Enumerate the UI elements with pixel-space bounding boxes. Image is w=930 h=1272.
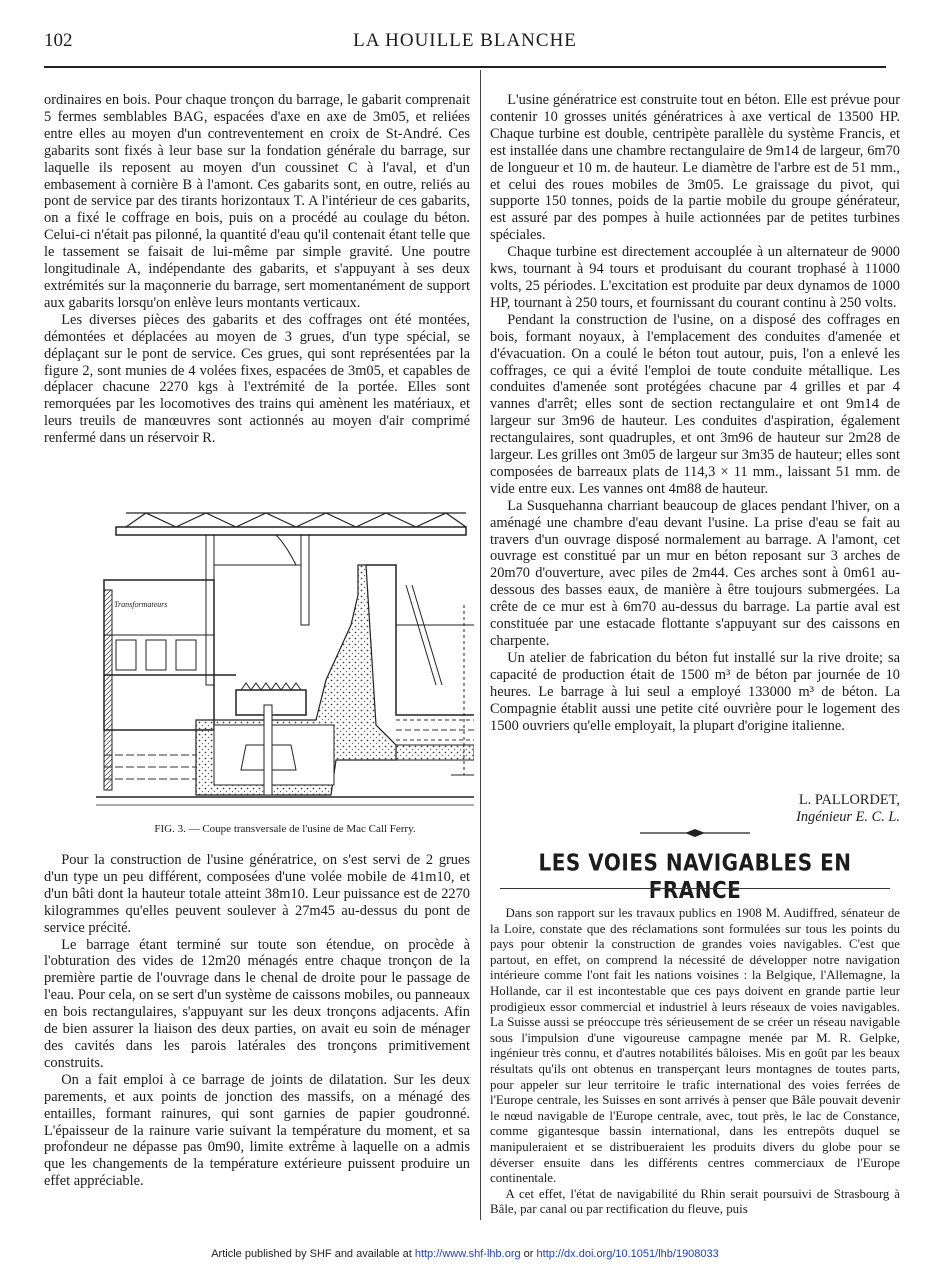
author-signature	[490, 792, 900, 826]
footer-text: Article published by SHF and available at	[211, 1248, 415, 1260]
journal-title: LA HOUILLE BLANCHE	[353, 30, 577, 51]
paragraph: Chaque turbine est directement accouplée à un alternateur de 9000 kws, tournant à 94 tours et produisant du courant trophasé à 11000 volts, 25 périodes. L'excitation est produite par deux dynamos de 1000 HP, tournant à 250 tours, et fournissant du courant continu à 250 volts.	[490, 244, 900, 311]
author-name: L. PALLORDET,	[798, 792, 900, 808]
doi-link[interactable]: http://dx.doi.org/10.1051/lhb/1908033	[536, 1248, 719, 1260]
paragraph: L'usine génératrice est construite tout en béton. Elle est prévue pour contenir 10 grosses unités génératrices à axe vertical de 13500 HP. Chaque turbine est double, centripète parallèle du système Francis, et est installée dans une chambre rectangulaire de 9m14 de largeur, 6m70 de longueur et 10 m. de hauteur. Le diamètre de l'arbre est de 51 mm., et celui des roues mobiles de 3m05. Le graissage du pivot, qui supporte 150 tonnes, poids de la partie mobile du groupe générateur, est assuré par des pompes à huile actionnées par de petites turbines spéciales.	[490, 92, 900, 244]
figure-cross-section	[96, 505, 474, 815]
paragraph: On a fait emploi à ce barrage de joints de dilatation. Sur les deux parements, et aux points de jonction des massifs, on a ménagé des entailles, formant rainures, qui sont garnies de papier goudronné. L'épaisseur de la rainure varie suivant la température du moment, et sa profondeur ne dépasse pas 0m90, limite extrême à laquelle on a admis que les changements de la température extérieure puissent produire un effet appréciable.	[44, 1071, 470, 1190]
paragraph: Le barrage étant terminé sur toute son étendue, on procède à l'obturation des vides de 12m20 ménagés entre chaque tronçon de la première partie de l'ouvrage dans le chenal de droite pour le passage de l'eau. Pour cela, on se sert d'un système de caissons mobiles, ou panneaux en bois rectangulaires, s'appuyant sur les deux tronçons adjacents. Afin de bien assurer la liaison des deux parties, on avait eu soin de ménager des cavités dans les parois latérales des tronçons primitivement construits.	[44, 936, 470, 1071]
footer-or: or	[520, 1248, 537, 1260]
figure-caption: FIG. 3. — Coupe transversale de l'usine de Mac Call Ferry.	[154, 823, 416, 835]
paragraph: ordinaires en bois. Pour chaque tronçon du barrage, le gabarit comprenait 5 fermes semblables BAG, espacées d'axe en axe de 3m05, et reliées entre elles au moyen d'un contreventement en croix de St-André. Ces gabarits sont fixés à leur base sur la fondation générale du barrage, sur laquelle ils reposent au moyen d'un coussinet C à l'aval, et d'un embasement à cornière B à l'amont. Ces gabarits sont, en outre, reliés au pont de service par des tirants horizontaux T. A l'intérieur de ces gabarits, on a fixé le coffrage en bois, puis on a procédé au coulage du béton. Celui-ci n'était pas pilonné, la quantité d'eau qu'il contenait étant telle que le tassement se faisait de lui-même par simple gravité. Une poutre longitudinale A, indépendante des gabarits, et s'appuyant à ses deux extrémités sur la maçonnerie du barrage, sert momentanément de support aux gabarits lorsqu'on enlève leurs montants verticaux.	[44, 92, 470, 311]
paragraph: Dans son rapport sur les travaux publics en 1908 M. Audiffred, sénateur de la Loire, constate que des réclamations sont formulées sur tous les points du pays pour obtenir la construction de grandes voies navigables. C'est que partout, en effet, on comprend la nécessité de développer notre navigation intérieure comme l'ont fait les nations voisines : la Belgique, l'Allemagne, la Hollande, car il est incontestable que ces pays doivent en grande partie leur prodigieux essor commercial et industriel à leurs réseaux de voies navigables. La Suisse aussi se préoccupe très sérieusement de se créer un réseau navigable sous l'impulsion d'une vigoureuse campagne menée par M. R. Gelpke, ingénieur très connu, et d'autres notabilités bâloises. Mis en goût par les beaux résultats qu'ils ont obtenus en transperçant leurs montagnes de toutes parts, pour appeler sur leur territoire le trafic international des voies ferrées de l'Europe centrale, les Suisses en sont arrivés à penser que Bâle pouvait devenir le nœud navigable de l'Europe centrale, avec, tout près, le lac de Constance, comme gigantesque bassin international, dans les entrepôts duquel se manipuleraient et se distribueraient les produits divers du globe pour se déverser ensuite dans les différents centres commerciaux de l'Europe continentale.	[490, 906, 900, 1186]
author-title: Ingénieur E. C. L.	[796, 809, 900, 825]
column-divider	[480, 70, 481, 1220]
page-footer	[0, 1248, 930, 1260]
heading-rule	[500, 888, 890, 889]
paragraph: Pendant la construction de l'usine, on a disposé des coffrages en bois, formant noyaux, à l'emplacement des conduites d'amenée et d'évacuation. On a coulé le béton tout autour, puis, l'on a enlevé les coffrages, ce qui a évité l'emploi de toute conduite métallique. Les conduites d'amenée sont protégées chacune par 4 grilles et par 4 vannes d'arrêt; elles sont de section rectangulaire et ont 9m14 de largeur sur 3m96 de hauteur. Les conduites d'aspiration, également rectangulaires, sont quadruples, et ont 3m96 de hauteur sur 2m28 de largeur. Les grilles ont 3m05 de largeur sur 3m35 de hauteur; elles sont composées de barreaux plats de 114,3 × 11 mm., laissant 51 mm. de vide entre eux. Les vannes ont 4m88 de hauteur.	[490, 311, 900, 497]
page-header	[44, 30, 886, 54]
paragraph: Un atelier de fabrication du béton fut installé sur la rive droite; sa capacité de production était de 1500 m³ de béton par journée de 10 heures. Le barrage à lui seul a employé 133000 m³ de béton. La Compagnie établit aussi une petite cité ouvrière pour le logement des 1500 ouvriers qu'elle employait, la plupart d'origine italienne.	[490, 649, 900, 734]
paragraph: La Susquehanna charriant beaucoup de glaces pendant l'hiver, on a aménagé une chambre d'eau devant l'usine. La prise d'eau se fait au travers d'un ouvrage disposé normalement au barrage. A l'amont, cet ouvrage est constitué par un mur en béton reposant sur 3 arches de 20m70 d'ouverture, avec piles de 2m44. Ces arches sont à 0m61 au-dessous des basses eaux, de manière à être toujours submergées. La crête de ce mur est à 6m70 au-dessus du barrage. La partie aval est constituée par une estacade flottante s'appuyant sur des caissons en charpente.	[490, 497, 900, 649]
page-number: 102	[44, 30, 73, 51]
left-column-top	[44, 92, 470, 447]
cross-section-drawing	[96, 505, 474, 815]
left-column-bottom	[44, 852, 470, 1190]
header-rule	[44, 66, 886, 68]
figure-label: Transformateurs	[114, 600, 168, 609]
paragraph: A cet effet, l'état de navigabilité du Rhin serait poursuivi de Strasbourg à Bâle, par canal ou par rectification du fleuve, puis	[490, 1186, 900, 1217]
paragraph: Pour la construction de l'usine génératrice, on s'est servi de 2 grues d'un type un peu différent, composées d'une volée mobile de 41m10, et d'un bâti dont la hauteur totale atteint 38m10. Leur puissance est de 2270 kilogrammes qu'elles peuvent soulever à 27m45 au-dessus du pont de service précité.	[44, 852, 470, 936]
right-column-bottom	[490, 906, 900, 1218]
shf-link[interactable]: http://www.shf-lhb.org	[414, 1248, 521, 1260]
right-column-top	[490, 92, 900, 734]
section-ornament	[640, 829, 750, 837]
paragraph: Les diverses pièces des gabarits et des coffrages ont été montées, démontées et déplacées au moyen de 3 grues, d'un type spécial, se déplaçant sur le pont de service. Ces grues, qui sont représentées par la figure 2, sont munies de 4 volées fixes, espacées de 3m05, et capables de déplacer chacune 2270 kgs à l'extrémité de la portée. Elles sont remorquées par les locomotives des trains qui amènent les matériaux, et leurs treuils de manœuvres sont actionnés au moyen d'air comprimé renfermé dans un réservoir R.	[44, 311, 470, 447]
section-heading: LES VOIES NAVIGABLES EN FRANCE	[538, 848, 852, 904]
